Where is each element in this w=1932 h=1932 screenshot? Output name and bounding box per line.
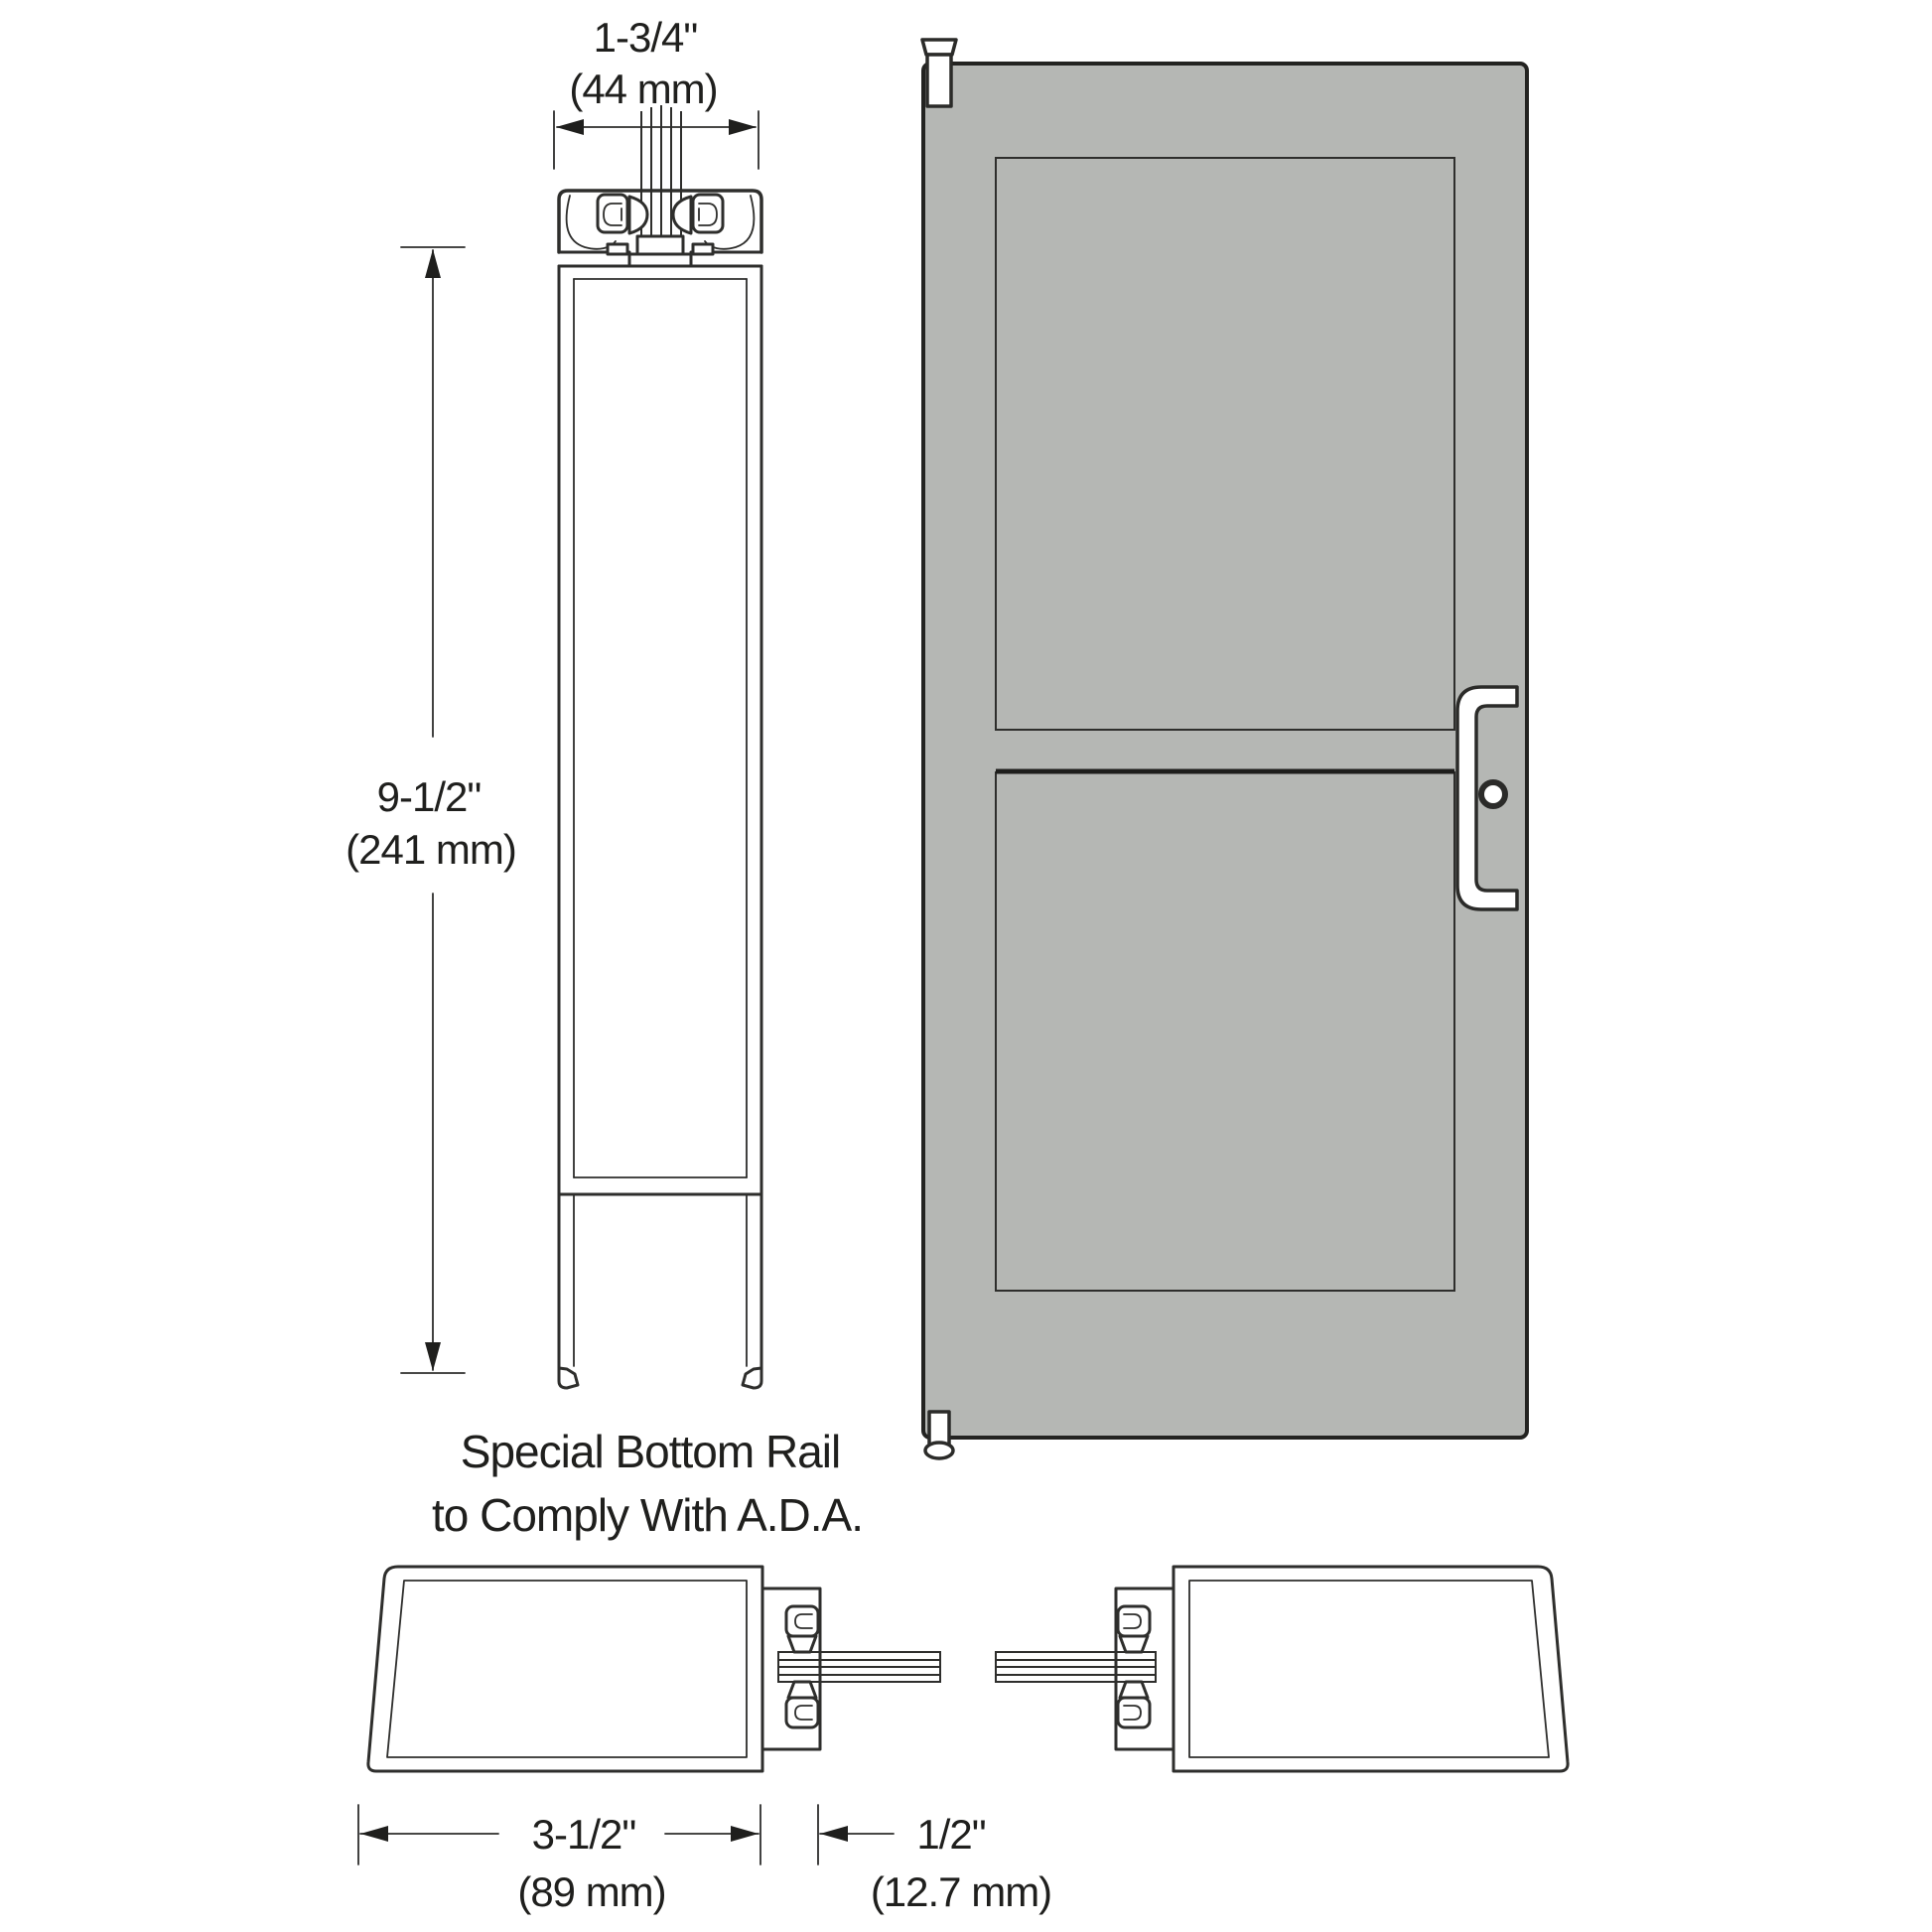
profile-tab (693, 244, 713, 254)
arrow-left-icon (556, 119, 584, 135)
glazing-wedge (673, 197, 691, 233)
right-stile-outline (1173, 1567, 1568, 1771)
dim-glass-inset-inches: 1/2" (916, 1811, 986, 1858)
arrow-left-icon (820, 1826, 848, 1842)
dim-rail-height-metric: (241 mm) (345, 826, 516, 873)
left-stile-outline (368, 1567, 762, 1771)
height-dimension (345, 247, 516, 1373)
glazing-clamp (598, 195, 627, 232)
top-pivot-cap (922, 40, 956, 55)
top-pivot (927, 55, 951, 106)
glazing-clamp (786, 1606, 818, 1636)
dim-glass-inset-metric: (12.7 mm) (870, 1868, 1052, 1915)
glazing-clamp (786, 1698, 818, 1727)
profile-tab (608, 244, 627, 254)
bottom-dimensions (358, 1805, 1051, 1915)
top-rail-section-view (554, 14, 761, 266)
arrow-right-icon (731, 1826, 759, 1842)
dim-stile-width-metric: (89 mm) (517, 1868, 666, 1915)
rail-foot (559, 1368, 578, 1388)
arrow-left-icon (360, 1826, 388, 1842)
glazing-clamp (693, 195, 723, 232)
glazing-clamp (1118, 1606, 1150, 1636)
glazing-wedge (788, 1636, 816, 1652)
door-elevation (922, 40, 1527, 1458)
bottom-pivot (929, 1412, 949, 1446)
bottom-pivot-foot (925, 1443, 953, 1458)
cylinder-lock (1481, 782, 1505, 806)
glazing-wedge (788, 1682, 816, 1698)
ada-note-line2: to Comply With A.D.A. (431, 1489, 864, 1541)
ada-note (432, 1426, 863, 1541)
arrow-up-icon (425, 249, 441, 278)
ada-note-line1: Special Bottom Rail (460, 1426, 841, 1477)
bottom-rail-section-view (559, 266, 761, 1388)
rail-foot (743, 1368, 761, 1388)
arrow-down-icon (425, 1342, 441, 1371)
glazing-clamp (1118, 1698, 1150, 1727)
dim-rail-height-inches: 9-1/2" (376, 773, 482, 820)
glazing-wedge (629, 197, 647, 233)
dim-rail-thickness-metric: (44 mm) (569, 66, 718, 112)
dim-rail-thickness-inches: 1-3/4" (593, 14, 698, 61)
glazing-wedge (1120, 1682, 1148, 1698)
glass-setting-base (629, 254, 691, 266)
stile-section-views (368, 1567, 1568, 1771)
glazing-wedge (1120, 1636, 1148, 1652)
dim-stile-width-inches: 3-1/2" (531, 1811, 636, 1858)
arrow-right-icon (729, 119, 757, 135)
door-panel (923, 64, 1527, 1438)
